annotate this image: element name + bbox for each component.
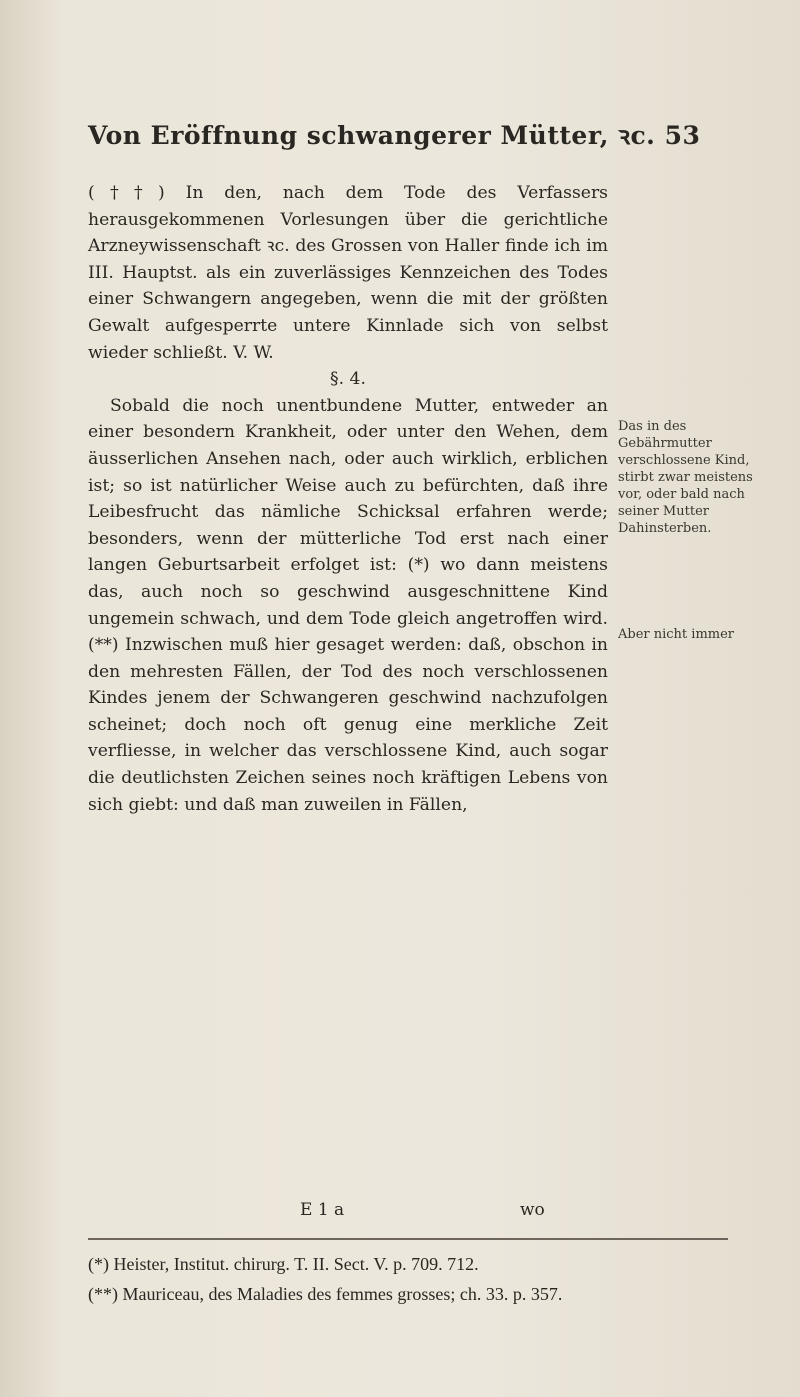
- footnote-rule: [88, 1238, 728, 1240]
- footnotes: [88, 1252, 738, 1312]
- signature-mark: E 1 a: [300, 1200, 345, 1220]
- section-mark: §. 4.: [330, 369, 366, 390]
- margin-note-1: Das in des Gebährmutter verschlossene Kind, stirbt zwar meistens vor, oder bald nach seiner Mutter Dahinsterben.: [618, 419, 753, 536]
- footnote-ff-paragraph: (††) In den, nach dem Tode des Verfassers herausgekommenen Vorlesungen über die gerichtliche Arzneywissenschaft ꝛc. des Grossen von Haller finde ich im III. Hauptst. als ein zuverlässiges Kennzeichen des Todes einer Schwangern angegeben, wenn die mit der größten Gewalt aufgesperrte untere Kinnlade sich von selbst wieder schließt. V. W.: [88, 183, 608, 363]
- running-head: Von Eröffnung schwangerer Mütter, ꝛc. 53: [88, 121, 701, 150]
- catchword: wo: [520, 1200, 545, 1220]
- paragraph: Sobald die noch unentbundene Mutter, entweder an einer besondern Krankheit, oder unter den Wehen, dem äusserlichen Ansehen nach, oder auch wirklich, erblichen ist; so ist natürlicher Weise auch zu befürchten, daß ihre Leibesfrucht das nämliche Schicksal erfahren werde; besonders, wenn der mütterliche Tod erst nach einer langen Geburtsarbeit erfolget ist: (*) wo dann meistens das, auch noch so geschwind ausgeschnittene Kind ungemein schwach, und dem Tode gleich angetroffen wird. (**) Inzwischen muß hier gesaget werden: daß, obschon in den mehresten Fällen, der Tod des noch verschlossenen Kindes jenem der Schwangeren geschwind nachzufolgen scheinet; doch noch oft genug eine merkliche Zeit verfliesse, in welcher das verschlossene Kind, auch sogar die deutlichsten Zeichen seines noch kräftigen Lebens von sich giebt: und daß man zuweilen in Fällen,: [88, 395, 608, 815]
- footnote-2: (**) Mauriceau, des Maladies des femmes grosses; ch. 33. p. 357.: [88, 1284, 563, 1304]
- main-text: [88, 180, 608, 818]
- footnote-1: (*) Heister, Institut. chirurg. T. II. Sect. V. p. 709. 712.: [88, 1254, 479, 1274]
- margin-note-2: Aber nicht immer: [618, 627, 735, 642]
